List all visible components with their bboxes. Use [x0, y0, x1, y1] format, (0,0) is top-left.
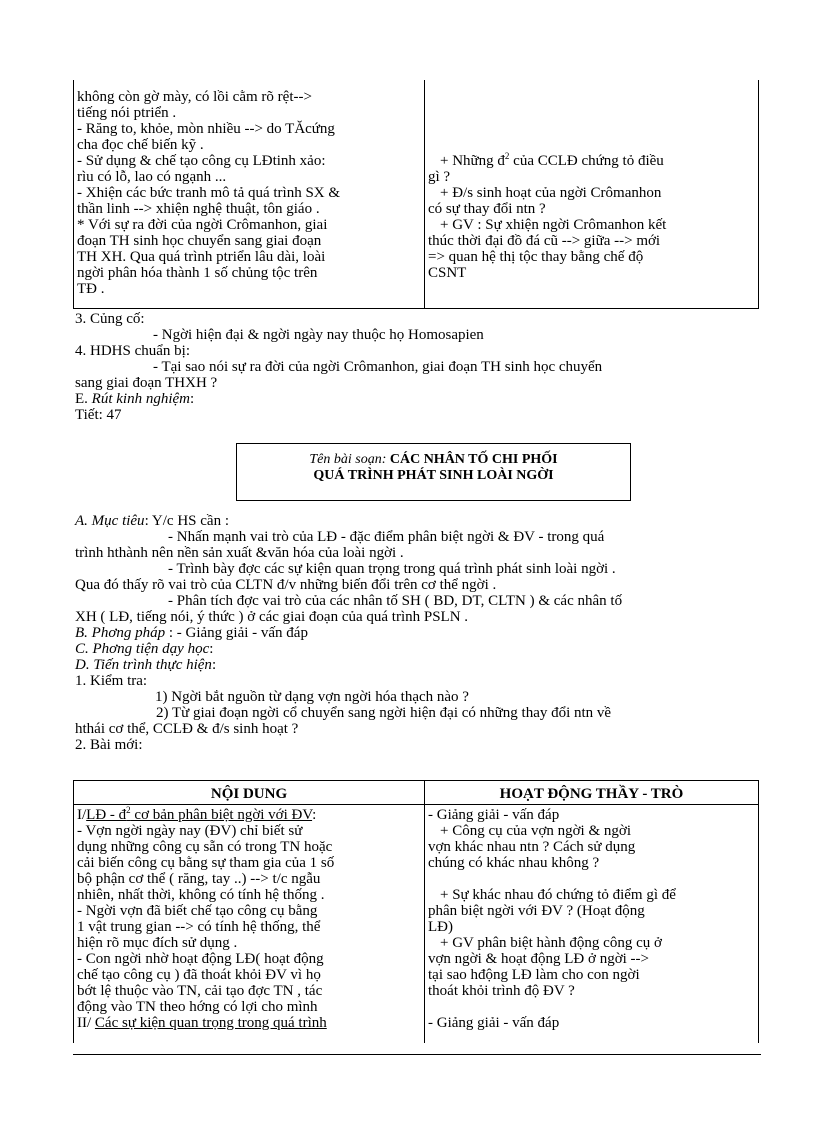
t2-right-line: tại sao hđộng LĐ làm cho con ngời: [428, 967, 640, 983]
t2-right-line: [428, 871, 755, 887]
t2-right-line: vợn khác nhau ntn ? Cách sử dụng: [428, 839, 636, 855]
kiemtra-heading: 1. Kiểm tra:: [75, 673, 148, 689]
section-heading-1: I/LĐ - $đ^2$ cơ bản phân biệt ngời với ĐV:: [77, 805, 317, 823]
t2-right-line: + GV phân biệt hành động công cụ ở: [440, 935, 662, 951]
t1-right-line: CSNT: [428, 265, 467, 281]
t1-left-line: tiếng nói ptriển .: [77, 105, 177, 121]
table-continued: [73, 80, 759, 309]
t1-right-line: gì ?: [428, 169, 451, 185]
tiet-number: Tiết: 47: [75, 407, 122, 423]
t2-right-line: thoát khỏi trình độ ĐV ?: [428, 983, 575, 999]
t1-left-line: - Sử dụng & chế tạo công cụ LĐtinh xảo:: [77, 153, 326, 169]
kiemtra-question: 2) Từ giai đoạn ngời cổ chuyển sang ngời hiện đại có những thay đổi ntn về: [156, 705, 612, 721]
cungco-item: - Ngời hiện đại & ngời ngày nay thuộc họ Homosapien: [153, 327, 484, 343]
phuongtien-heading: C. Phơng tiện dạy học:: [75, 641, 214, 657]
t2-right-line: chúng có khác nhau không ?: [428, 855, 600, 871]
muctieu-line: - Phân tích đợc vai trò của các nhân tố SH ( BD, DT, CLTN ) & các nhân tố: [168, 593, 623, 609]
t2-left-line: bớt lệ thuộc vào TN, cải tạo đợc TN , tác: [77, 983, 323, 999]
section-objectives: [75, 513, 765, 753]
muctieu-heading: A. Mục tiêu: Y/c HS cần :: [75, 513, 229, 529]
t2-right-line: + Sự khác nhau đó chứng tỏ điểm gì để: [440, 887, 676, 903]
table2-right-cell: [425, 805, 759, 1044]
cungco-heading: 3. Củng cố:: [75, 311, 145, 327]
t1-left-line: thần linh --> xhiện nghệ thuật, tôn giáo .: [77, 201, 320, 217]
table2-left-cell: [74, 805, 425, 1044]
t1-left-line: ngời phân hóa thành 1 số chủng tộc trên: [77, 265, 318, 281]
t1-left-line: TĐ .: [77, 281, 105, 297]
t2-left-line: nhiên, nhất thời, không có tính hệ thống .: [77, 887, 325, 903]
lesson-title-box: [236, 443, 631, 501]
t1-left-line: * Với sự ra đời của ngời Crômanhon, giai: [77, 217, 328, 233]
t1-right-line: + GV : Sự xhiện ngời Crômanhon kết: [440, 217, 667, 233]
muctieu-line: XH ( LĐ, tiếng nói, ý thức ) ở các giai đoạn của quá trình PSLN .: [75, 609, 469, 625]
column-header-activity: HOẠT ĐỘNG THẦY - TRÒ: [425, 781, 759, 805]
muctieu-line: trình hthành nên nền sản xuất &văn hóa của loài ngời .: [75, 545, 404, 561]
title-text-1: CÁC NHÂN TỐ CHI PHỐI: [389, 452, 558, 467]
hdhs-heading: 4. HDHS chuẩn bị:: [75, 343, 190, 359]
kiemtra-question: 1) Ngời bắt nguồn từ dạng vợn ngời hóa thạch nào ?: [155, 689, 469, 705]
muctieu-line: Qua đó thấy rõ vai trò của CLTN đ/v những biến đổi trên cơ thể ngời .: [75, 577, 497, 593]
superscript: 2: [504, 151, 510, 161]
t1-left-line: rìu có lỗ, lao có ngạnh ...: [77, 169, 227, 185]
t1-right-line: + Những $đ^2$ của CCLĐ chứng tỏ điều: [440, 151, 664, 169]
t2-left-line: bộ phận cơ thể ( răng, tay ..) --> t/c ngẫu: [77, 871, 321, 887]
t1-right-line: thúc thời đại đồ đá cũ --> giữa --> mới: [428, 233, 661, 249]
t2-left-line: - Vợn ngời ngày nay (ĐV) chỉ biết sử: [77, 823, 303, 839]
t2-left-line: dụng những công cụ sẵn có trong TN hoặc: [77, 839, 333, 855]
t2-left-line: chế tạo công cụ ) đã thoát khỏi ĐV vì họ: [77, 967, 321, 983]
t1-left-line: đoạn TH sinh học chuyển sang giai đoạn: [77, 233, 322, 249]
t2-right-line: vợn ngời & hoạt động LĐ ở ngời -->: [428, 951, 650, 967]
t2-left-line: 1 vật trung gian --> có tính hệ thống, thể: [77, 919, 321, 935]
t1-left-line: - Răng to, khỏe, mòn nhiều --> do TĂcứng: [77, 121, 335, 137]
kiemtra-question: hthái cơ thể, CCLĐ & đ/s sinh hoạt ?: [75, 721, 299, 737]
lesson-table: [73, 780, 759, 1043]
hdhs-line: - Tại sao nói sự ra đời của ngời Crômanhon, giai đoạn TH sinh học chuyển: [153, 359, 603, 375]
t2-left-line: - Con ngời nhờ hoạt động LĐ( hoạt động: [77, 951, 324, 967]
phuongphap-heading: B. Phơng pháp : - Giảng giải - vấn đáp: [75, 625, 308, 641]
t2-left-line: - Ngời vợn đã biết chế tạo công cụ bằng: [77, 903, 318, 919]
t2-right-line: - Giảng giải - vấn đáp: [428, 807, 560, 823]
rutkinh-heading: E. Rút kinh nghiệm:: [75, 391, 195, 407]
t2-right-line: + Công cụ của vợn ngời & ngời: [440, 823, 631, 839]
t2-right-line: phân biệt ngời với ĐV ? (Hoạt động: [428, 903, 645, 919]
t2-right-line: [428, 999, 755, 1015]
t2-right-line: - Giảng giải - vấn đáp: [428, 1015, 560, 1031]
title-label: Tên bài soạn:: [309, 452, 387, 467]
t1-right-line: có sự thay đổi ntn ?: [428, 201, 546, 217]
section-cungco: [75, 311, 765, 423]
t1-left-line: TH XH. Qua quá trình ptriển lâu dài, loài: [77, 249, 326, 265]
title-line-1: [237, 444, 630, 468]
t1-left-line: - Xhiện các bức tranh mô tả quá trình SX &: [77, 185, 341, 201]
page-bottom-rule: [73, 1054, 761, 1055]
t1-left-line: cha đọc chế biến kỹ .: [77, 137, 204, 153]
t2-left-line: động vào TN theo hớng có lợi cho mình: [77, 999, 318, 1015]
muctieu-line: - Nhấn mạnh vai trò của LĐ - đặc điểm phân biệt ngời & ĐV - trong quá: [168, 529, 605, 545]
t2-left-line: hiện rõ mục đích sử dụng .: [77, 935, 238, 951]
section-heading-2: II/ Các sự kiện quan trọng trong quá trình: [77, 1015, 327, 1031]
title-text-2: QUÁ TRÌNH PHÁT SINH LOÀI NGỜI: [313, 468, 554, 483]
tientrinh-heading: D. Tiến trình thực hiện:: [75, 657, 217, 673]
column-header-content: NỘI DUNG: [74, 781, 425, 805]
table1-left-cell: [74, 80, 425, 309]
hdhs-line: sang giai đoạn THXH ?: [75, 375, 218, 391]
table1-right-cell: [425, 80, 759, 309]
baimoi-heading: 2. Bài mới:: [75, 737, 143, 753]
muctieu-line: - Trình bày đợc các sự kiện quan trọng trong quá trình phát sinh loài ngời .: [168, 561, 616, 577]
t1-right-line: + Đ/s sinh hoạt của ngời Crômanhon: [440, 185, 662, 201]
t1-right-line: => quan hệ thị tộc thay bằng chế độ: [428, 249, 644, 265]
t1-left-line: không còn gờ mày, có lồi cằm rõ rệt-->: [77, 89, 312, 105]
t2-right-line: LĐ): [428, 919, 453, 935]
t2-left-line: cải biến công cụ bằng sự tham gia của 1 số: [77, 855, 335, 871]
